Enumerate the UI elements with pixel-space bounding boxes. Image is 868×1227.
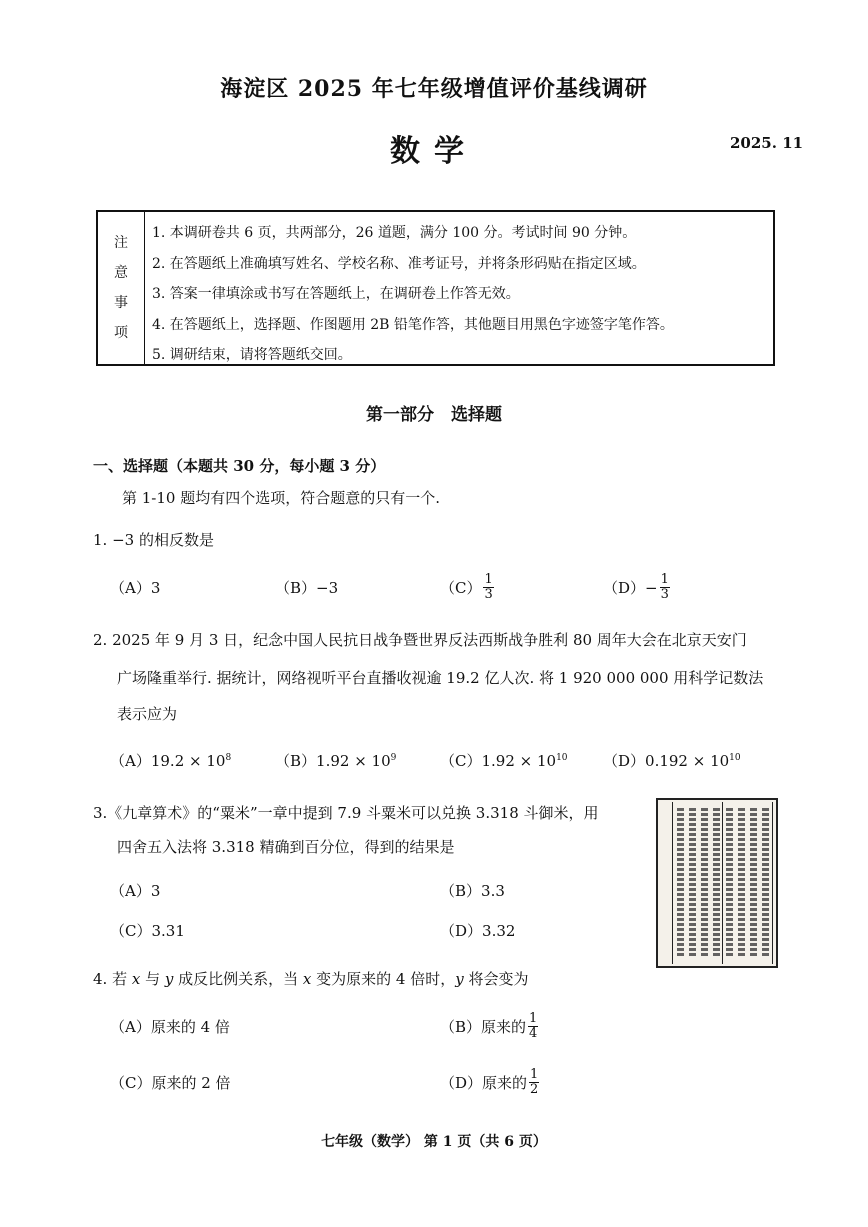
section-note: 第 1-10 题均有四个选项，符合题意的只有一个.: [122, 489, 441, 507]
notice-items: [152, 218, 767, 371]
q2-option-b: [275, 750, 396, 771]
exam-subject: 数学: [390, 134, 478, 169]
notice-label-char: 项: [114, 325, 128, 341]
q4-stem: [93, 968, 529, 989]
q2-option-d-exponent: 10: [729, 753, 741, 763]
fraction-numerator: 1: [484, 571, 493, 587]
section-heading: 一、选择题（本题共 30 分，每小题 3 分）: [93, 457, 386, 475]
notice-item: 2. 在答题纸上准确填写姓名、学校名称、准考证号，并将条形码贴在指定区域。: [152, 255, 646, 272]
notice-item: 5. 调研结束，请将答题纸交回。: [152, 347, 352, 363]
q1-option-b: （B）−3: [275, 578, 339, 597]
q4-stem-text: 将会变为: [463, 970, 529, 988]
q2-option-d: [603, 750, 741, 771]
fraction-denominator: 3: [660, 586, 669, 602]
page-footer: 七年级（数学） 第 1 页（共 6 页）: [321, 1134, 547, 1150]
q3-option-b: （B）3.3: [440, 882, 505, 900]
q3-option-c: （C）3.31: [110, 922, 185, 940]
q1-option-d-fraction: [660, 573, 670, 602]
notice-item: 3. 答案一律填涂或书写在答题纸上，在调研卷上作答无效。: [152, 286, 520, 302]
q2-line: 表示应为: [117, 705, 178, 723]
q4-variable-x: x: [131, 970, 141, 988]
fraction-denominator: 3: [484, 586, 493, 602]
q3-option-d: （D）3.32: [440, 922, 516, 940]
notice-item: 4. 在答题纸上，选择题、作图题用 2B 铅笔作答，其他题目用黑色字迹签字笔作答。: [152, 316, 674, 333]
q3-line: 3.《九章算术》的“粟米”一章中提到 7.9 斗粟米可以兑换 3.318 斗御米，用: [93, 804, 599, 822]
q3-line: 四舍五入法将 3.318 精确到百分位，得到的结果是: [117, 838, 455, 856]
fraction-numerator: 1: [530, 1066, 539, 1082]
fraction-denominator: 2: [530, 1081, 539, 1097]
fraction-numerator: 1: [660, 571, 669, 587]
notice-box: [96, 210, 775, 366]
fraction-denominator: 4: [529, 1025, 538, 1041]
q4-stem-text: 成反比例关系，当: [173, 970, 303, 988]
q2-option-b-text: （B）1.92 × 10: [275, 752, 391, 770]
q3-option-a: （A）3: [110, 882, 161, 900]
q4-option-c: （C）原来的 2 倍: [110, 1073, 231, 1092]
q4-option-d-fraction: [529, 1068, 539, 1097]
notice-label-char: 意: [114, 265, 128, 281]
q2-option-a-text: （A）19.2 × 10: [110, 752, 226, 770]
ancient-book-image: [656, 798, 778, 968]
fraction-numerator: 1: [529, 1010, 538, 1026]
q4-option-d-label: （D）原来的: [440, 1073, 528, 1092]
q1-option-a: （A）3: [110, 578, 161, 597]
q4-stem-text: 变为原来的 4 倍时，: [311, 970, 456, 988]
q1-stem: 1. −3 的相反数是: [93, 531, 214, 549]
q1-option-c-label: （C）: [440, 578, 482, 597]
q4-stem-text: 与: [140, 970, 165, 988]
q2-option-d-text: （D）0.192 × 10: [603, 752, 730, 770]
q2-option-c-exponent: 10: [556, 753, 568, 763]
exam-date: 2025. 11: [730, 134, 804, 152]
q4-stem-text: 4. 若: [93, 970, 132, 988]
q2-option-a: [110, 750, 231, 771]
q2-option-c-text: （C）1.92 × 10: [440, 752, 557, 770]
q2-line: 2. 2025 年 9 月 3 日，纪念中国人民抗日战争暨世界反法西斯战争胜利 80 周年大会在北京天安门: [93, 631, 747, 649]
part-heading: 第一部分 选择题: [366, 405, 502, 425]
q4-variable-y: y: [455, 970, 464, 988]
q4-option-a: （A）原来的 4 倍: [110, 1017, 230, 1036]
q2-option-c: [440, 750, 568, 771]
notice-label: [98, 212, 145, 364]
q4-variable-x: x: [302, 970, 312, 988]
q2-line: 广场隆重举行. 据统计，网络视听平台直播收视逾 19.2 亿人次. 将 1 920 000 000 用科学记数法: [117, 669, 764, 687]
q1-option-c: [440, 569, 494, 605]
q4-option-b: [440, 1008, 538, 1044]
q1-option-c-fraction: [483, 573, 493, 602]
q1-option-d: [603, 569, 670, 605]
notice-label-char: 事: [114, 295, 128, 311]
q1-option-d-label: （D）−: [603, 578, 658, 597]
q4-variable-y: y: [164, 970, 174, 988]
q4-option-b-label: （B）原来的: [440, 1017, 527, 1036]
notice-label-char: 注: [114, 235, 128, 251]
notice-item: 1. 本调研卷共 6 页，共两部分，26 道题，满分 100 分。考试时间 90 分钟。: [152, 225, 637, 241]
q2-option-a-exponent: 8: [225, 753, 232, 763]
q2-option-b-exponent: 9: [390, 753, 397, 763]
q4-option-d: [440, 1064, 539, 1100]
exam-title: 海淀区 2025 年七年级增值评价基线调研: [220, 76, 648, 102]
q4-option-b-fraction: [528, 1012, 538, 1041]
